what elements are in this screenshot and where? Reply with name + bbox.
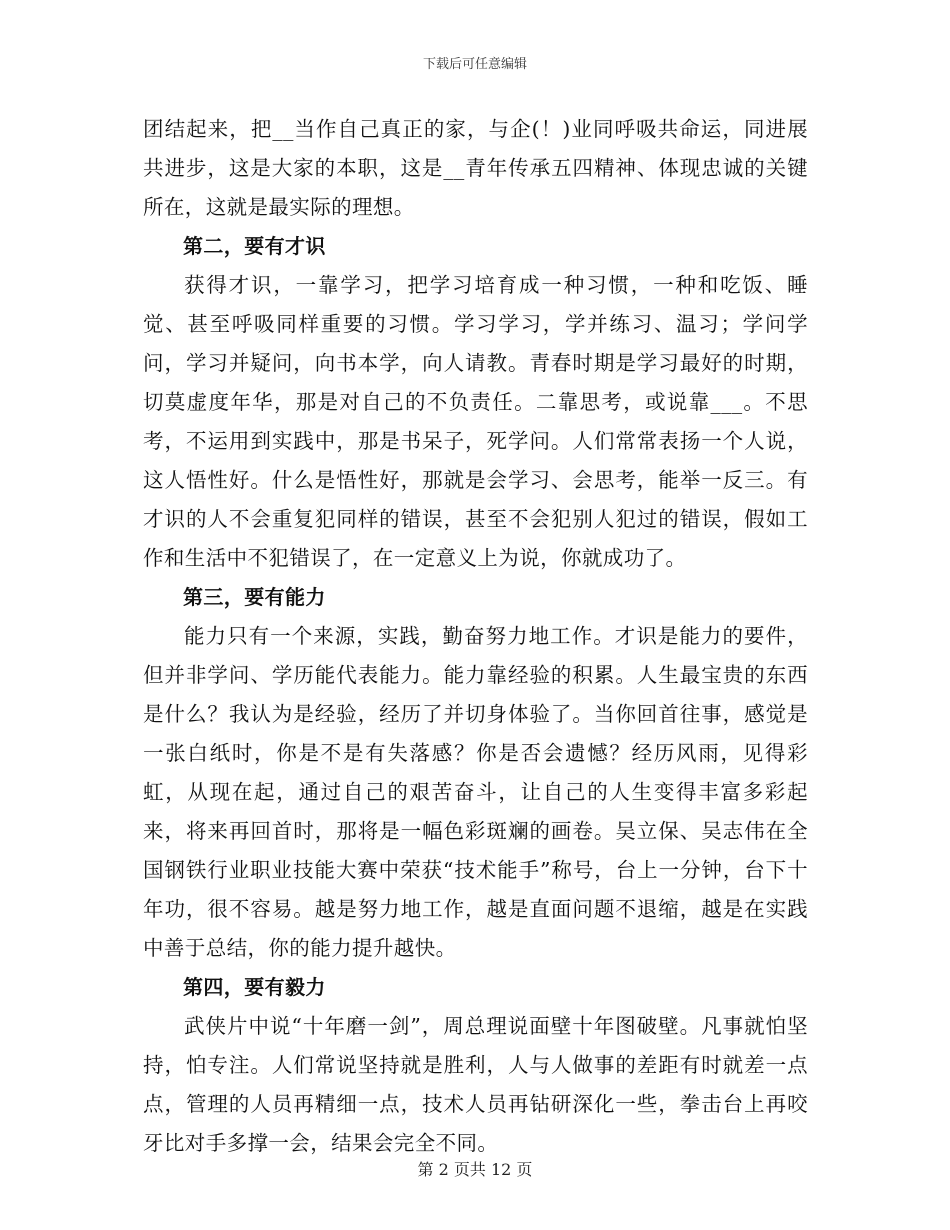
section-heading-ability: 第三，要有能力 [183,585,326,609]
paragraph-talent: 获得才识，一靠学习，把学习培育成一种习惯，一种和吃饭、睡觉、甚至呼吸同样重要的习惯。学习学习，学并练习、温习；学问学问，学习并疑问，向书本学，向人请教。青春时期是学习最好的时期，切莫虚度年华，那是对自己的不负责任。二靠思考，或说靠___。不思考，不运用到实践中，那是书呆子，死学问。人们常常表扬一个人说，这人悟性好。什么是悟性好，那就是会学习、会思考，能举一反三。有才识的人不会重复犯同样的错误，甚至不会犯别人犯过的错误，假如工作和生活中不犯错误了，在一定意义上为说，你就成功了。 [143,273,808,570]
document-body [143,110,808,1163]
page-number: 第 2 页共 12 页 [417,1160,533,1179]
section-heading-perseverance: 第四，要有毅力 [183,975,326,999]
paragraph-ability: 能力只有一个来源，实践，勤奋努力地工作。才识是能力的要件，但并非学问、学历能代表能力。能力靠经验的积累。人生最宝贵的东西是什么？我认为是经验，经历了并切身体验了。当你回首往事，感觉是一张白纸时，你是不是有失落感？你是否会遗憾？经历风雨，见得彩虹，从现在起，通过自己的艰苦奋斗，让自己的人生变得丰富多彩起来，将来再回首时，那将是一幅色彩斑斓的画卷。吴立保、吴志伟在全国钢铁行业职业技能大赛中荣获“技术能手”称号，台上一分钟，台下十年功，很不容易。越是努力地工作，越是直面问题不退缩，越是在实践中善于总结，你的能力提升越快。 [143,624,808,960]
paragraph-perseverance: 武侠片中说“十年磨一剑”，周总理说面壁十年图破壁。凡事就怕坚持，怕专注。人们常说坚持就是胜利，人与人做事的差距有时就差一点点，管理的人员再精细一点，技术人员再钻研深化一些，拳击台上再咬牙比对手多撑一会，结果会完全不同。 [143,1014,808,1155]
section-heading-talent: 第二，要有才识 [183,234,326,258]
page-header: 下载后可任意编辑 [422,57,527,72]
paragraph-continued: 团结起来，把__当作自己真正的家，与企(！)业同呼吸共命运，同进展共进步，这是大家的本职，这是__青年传承五四精神、体现忠诚的关键所在，这就是最实际的理想。 [143,117,808,219]
